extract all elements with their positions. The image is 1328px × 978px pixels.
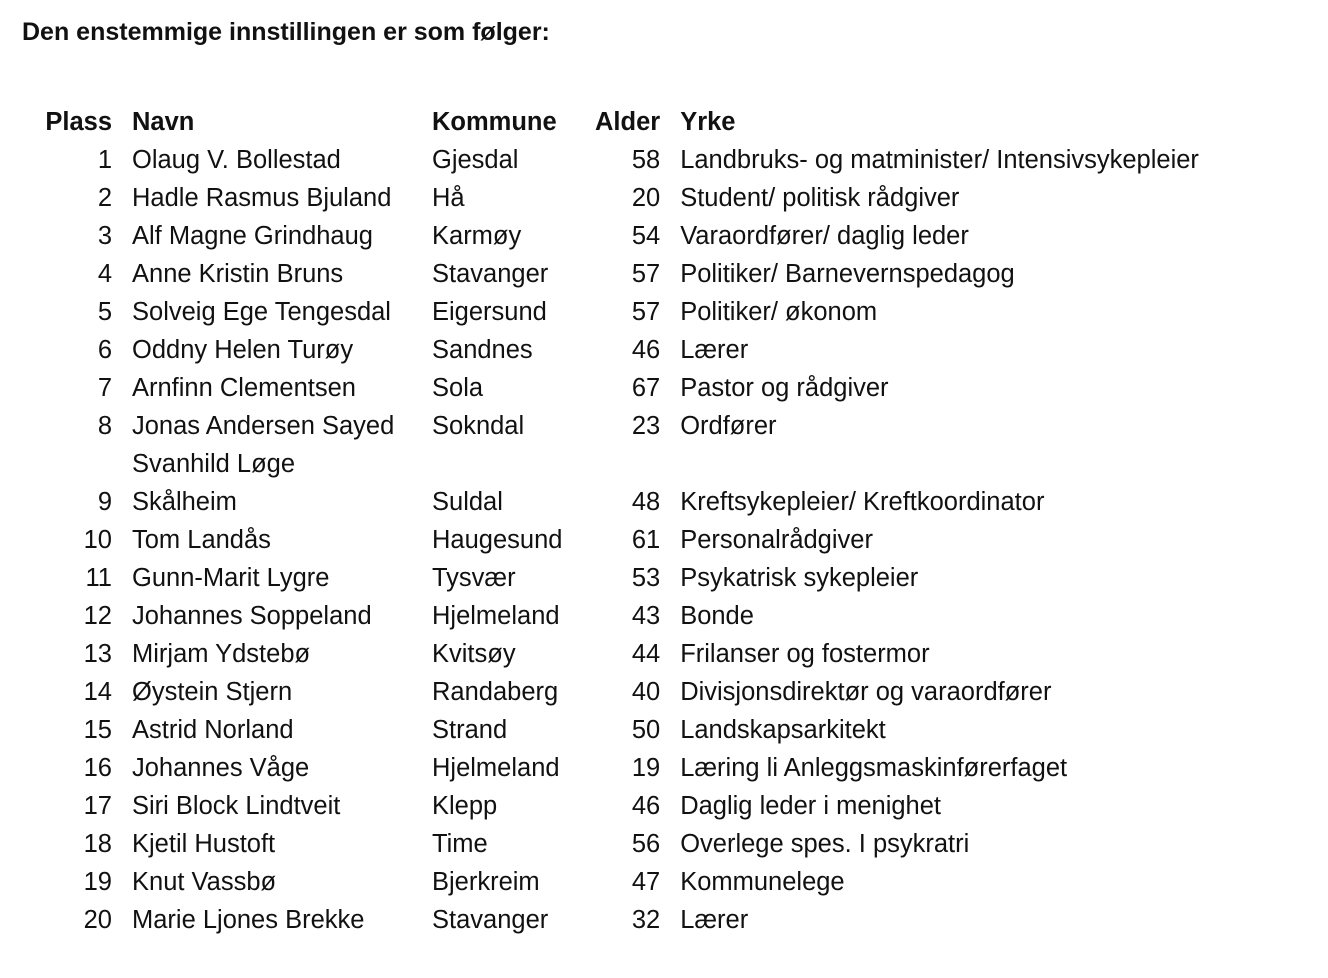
cell-kommune: Karmøy bbox=[432, 222, 522, 250]
table-row bbox=[22, 141, 1250, 179]
cell-navn: Anne Kristin Bruns bbox=[132, 260, 344, 288]
cell-plass: 2 bbox=[97, 184, 112, 212]
cell-kommune: Tysvær bbox=[432, 564, 516, 592]
cell-kommune: Time bbox=[432, 830, 488, 858]
cell-kommune: Kvitsøy bbox=[432, 640, 516, 668]
cell-yrke: Lærer bbox=[680, 336, 749, 364]
cell-plass bbox=[22, 445, 122, 483]
cell-navn: Tom Landås bbox=[132, 526, 271, 554]
table-row bbox=[22, 407, 1250, 445]
cell-yrke: Ordfører bbox=[680, 412, 777, 440]
cell-kommune: Hå bbox=[432, 184, 465, 212]
cell-kommune: Sokndal bbox=[432, 412, 525, 440]
cell-plass: 10 bbox=[83, 526, 112, 554]
cell-alder: 23 bbox=[631, 412, 661, 440]
cell-kommune: Strand bbox=[432, 716, 508, 744]
cell-yrke: Landskapsarkitekt bbox=[680, 716, 886, 744]
cell-navn: Hadle Rasmus Bjuland bbox=[132, 184, 392, 212]
column-header-alder: Alder bbox=[595, 108, 661, 136]
table-row bbox=[22, 559, 1250, 597]
cell-kommune: Hjelmeland bbox=[432, 602, 560, 630]
cell-alder: 46 bbox=[631, 336, 661, 364]
table-row bbox=[22, 749, 1250, 787]
cell-alder: 44 bbox=[631, 640, 661, 668]
cell-alder: 19 bbox=[631, 754, 661, 782]
cell-yrke: Kommunelege bbox=[680, 868, 845, 896]
cell-plass: 3 bbox=[97, 222, 112, 250]
cell-kommune: Sandnes bbox=[432, 336, 533, 364]
cell-yrke: Student/ politisk rådgiver bbox=[680, 184, 960, 212]
cell-alder: 46 bbox=[631, 792, 661, 820]
table-row bbox=[22, 179, 1250, 217]
table-row bbox=[22, 293, 1250, 331]
cell-alder: 40 bbox=[631, 678, 661, 706]
candidate-list-table bbox=[22, 103, 1250, 939]
cell-navn: Skålheim bbox=[132, 488, 237, 516]
cell-alder: 53 bbox=[631, 564, 661, 592]
cell-kommune bbox=[422, 445, 585, 483]
table-row bbox=[22, 825, 1250, 863]
cell-kommune: Bjerkreim bbox=[432, 868, 540, 896]
cell-plass: 6 bbox=[97, 336, 112, 364]
cell-plass: 13 bbox=[83, 640, 112, 668]
cell-kommune: Haugesund bbox=[432, 526, 563, 554]
cell-yrke: Pastor og rådgiver bbox=[680, 374, 889, 402]
table-row bbox=[22, 673, 1250, 711]
table-row bbox=[22, 597, 1250, 635]
cell-alder: 61 bbox=[631, 526, 661, 554]
cell-plass: 1 bbox=[97, 146, 112, 174]
cell-alder bbox=[585, 445, 670, 483]
cell-kommune: Stavanger bbox=[432, 260, 549, 288]
cell-plass: 19 bbox=[83, 868, 112, 896]
cell-yrke: Overlege spes. I psykratri bbox=[680, 830, 970, 858]
cell-navn: Mirjam Ydstebø bbox=[132, 640, 311, 668]
cell-navn: Alf Magne Grindhaug bbox=[132, 222, 373, 250]
table-row bbox=[22, 635, 1250, 673]
table-row bbox=[22, 901, 1250, 939]
cell-navn: Arnfinn Clementsen bbox=[132, 374, 356, 402]
cell-plass: 15 bbox=[83, 716, 112, 744]
cell-kommune: Sola bbox=[432, 374, 484, 402]
cell-kommune: Gjesdal bbox=[432, 146, 519, 174]
cell-navn: Kjetil Hustoft bbox=[132, 830, 276, 858]
cell-alder: 58 bbox=[631, 146, 661, 174]
cell-yrke: Politiker/ økonom bbox=[680, 298, 878, 326]
cell-yrke: Daglig leder i menighet bbox=[680, 792, 942, 820]
cell-plass: 8 bbox=[97, 412, 112, 440]
cell-plass: 5 bbox=[97, 298, 112, 326]
column-header-plass: Plass bbox=[45, 108, 112, 136]
cell-navn: Marie Ljones Brekke bbox=[132, 906, 365, 934]
cell-yrke: Divisjonsdirektør og varaordfører bbox=[680, 678, 1052, 706]
cell-yrke: Kreftsykepleier/ Kreftkoordinator bbox=[680, 488, 1045, 516]
cell-plass: 18 bbox=[83, 830, 112, 858]
cell-plass: 4 bbox=[97, 260, 112, 288]
column-header-yrke: Yrke bbox=[680, 108, 736, 136]
cell-alder: 32 bbox=[631, 906, 661, 934]
cell-navn: Astrid Norland bbox=[132, 716, 294, 744]
cell-navn: Gunn-Marit Lygre bbox=[132, 564, 330, 592]
cell-yrke bbox=[670, 445, 1250, 483]
cell-alder: 57 bbox=[631, 298, 661, 326]
cell-yrke: Psykatrisk sykepleier bbox=[680, 564, 919, 592]
cell-alder: 50 bbox=[631, 716, 661, 744]
table-row bbox=[22, 255, 1250, 293]
cell-alder: 56 bbox=[631, 830, 661, 858]
table-row bbox=[22, 369, 1250, 407]
cell-alder: 48 bbox=[631, 488, 661, 516]
table-row bbox=[22, 863, 1250, 901]
table-row bbox=[22, 787, 1250, 825]
cell-yrke: Lærer bbox=[680, 906, 749, 934]
cell-navn: Johannes Soppeland bbox=[132, 602, 372, 630]
cell-yrke: Personalrådgiver bbox=[680, 526, 873, 554]
table-row bbox=[22, 483, 1250, 521]
cell-navn: Svanhild Løge bbox=[132, 450, 296, 478]
cell-alder: 54 bbox=[631, 222, 661, 250]
table-body bbox=[22, 141, 1250, 939]
cell-plass: 12 bbox=[83, 602, 112, 630]
cell-alder: 67 bbox=[631, 374, 661, 402]
cell-navn: Solveig Ege Tengesdal bbox=[132, 298, 391, 326]
cell-navn: Knut Vassbø bbox=[132, 868, 277, 896]
cell-yrke: Landbruks- og matminister/ Intensivsykepleier bbox=[680, 146, 1199, 174]
table-header-row bbox=[22, 103, 1250, 141]
cell-kommune: Hjelmeland bbox=[432, 754, 560, 782]
cell-alder: 43 bbox=[631, 602, 661, 630]
table-row bbox=[22, 521, 1250, 559]
cell-alder: 20 bbox=[631, 184, 661, 212]
cell-navn: Johannes Våge bbox=[132, 754, 310, 782]
cell-plass: 16 bbox=[83, 754, 112, 782]
column-header-navn: Navn bbox=[132, 108, 195, 136]
cell-plass: 17 bbox=[83, 792, 112, 820]
cell-alder: 47 bbox=[631, 868, 661, 896]
cell-kommune: Suldal bbox=[432, 488, 503, 516]
cell-kommune: Randaberg bbox=[432, 678, 559, 706]
document-heading: Den enstemmige innstillingen er som følger: bbox=[22, 18, 550, 46]
cell-plass: 20 bbox=[83, 906, 112, 934]
cell-navn: Oddny Helen Turøy bbox=[132, 336, 354, 364]
cell-navn: Jonas Andersen Sayed bbox=[132, 412, 395, 440]
cell-plass: 9 bbox=[97, 488, 112, 516]
table-row bbox=[22, 445, 1250, 483]
cell-plass: 11 bbox=[85, 564, 112, 592]
cell-yrke: Varaordfører/ daglig leder bbox=[680, 222, 969, 250]
cell-navn: Olaug V. Bollestad bbox=[132, 146, 341, 174]
table-row bbox=[22, 217, 1250, 255]
cell-alder: 57 bbox=[631, 260, 661, 288]
column-header-kommune: Kommune bbox=[432, 108, 557, 136]
cell-kommune: Klepp bbox=[432, 792, 498, 820]
cell-kommune: Eigersund bbox=[432, 298, 547, 326]
cell-plass: 14 bbox=[83, 678, 112, 706]
table-row bbox=[22, 331, 1250, 369]
cell-plass: 7 bbox=[97, 374, 112, 402]
cell-yrke: Læring li Anleggsmaskinførerfaget bbox=[680, 754, 1068, 782]
cell-navn: Øystein Stjern bbox=[132, 678, 293, 706]
cell-yrke: Bonde bbox=[680, 602, 754, 630]
cell-kommune: Stavanger bbox=[432, 906, 549, 934]
table-row bbox=[22, 711, 1250, 749]
cell-yrke: Politiker/ Barnevernspedagog bbox=[680, 260, 1015, 288]
cell-navn: Siri Block Lindtveit bbox=[132, 792, 341, 820]
cell-yrke: Frilanser og fostermor bbox=[680, 640, 930, 668]
